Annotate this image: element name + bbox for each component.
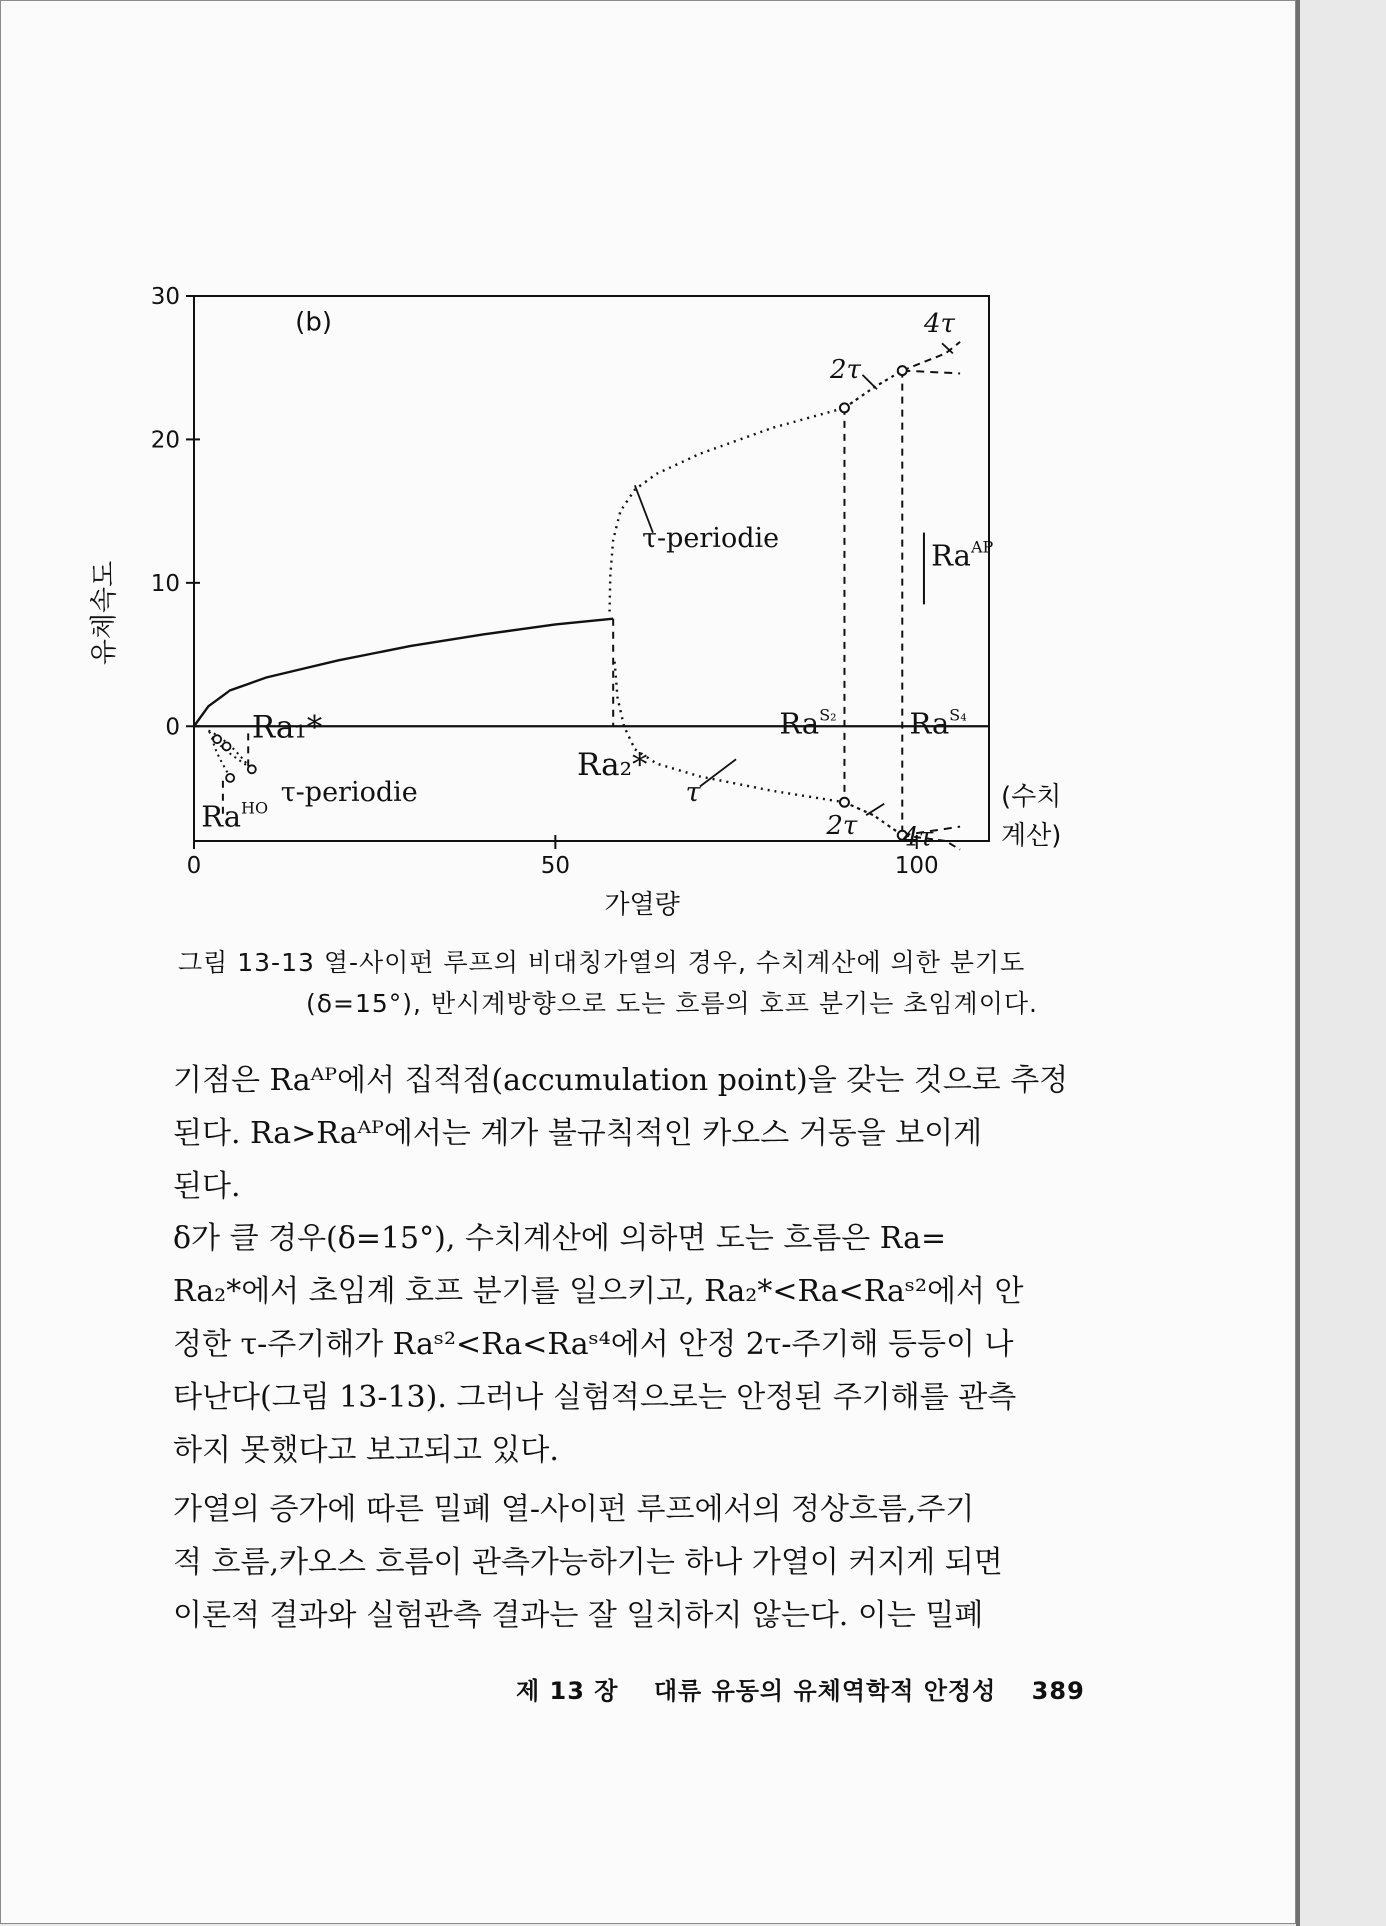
page-number: 389 bbox=[1031, 1677, 1085, 1705]
label-tau: τ bbox=[685, 776, 701, 808]
label-raho: $Ra^{HO}$ bbox=[201, 798, 269, 834]
body-line: 이론적 결과와 실험관측 결과는 잘 일치하지 않는다. 이는 밀폐 bbox=[173, 1598, 984, 1633]
chart-labels bbox=[89, 284, 1061, 920]
figure-caption-line1: 그림 13-13 열-사이펀 루프의 비대칭가열의 경우, 수치계산에 의한 분기도 bbox=[178, 948, 1026, 977]
bifurcation-figure bbox=[1, 1, 1297, 920]
tau-pointer bbox=[700, 759, 736, 786]
body-line: δ가 클 경우(δ=15°), 수치계산에 의하면 도는 흐름은 Ra= bbox=[173, 1221, 947, 1256]
body-line: 정한 τ-주기해가 Raˢ²<Ra<Raˢ⁴에서 안정 2τ-주기해 등등이 나 bbox=[173, 1327, 1014, 1362]
body-line: 가열의 증가에 따른 밀폐 열-사이펀 루프에서의 정상흐름,주기 bbox=[173, 1492, 975, 1527]
y-tick-label: 30 bbox=[150, 284, 180, 310]
two-tau-upper-pointer bbox=[863, 375, 877, 389]
label-4tau-upper: 4τ bbox=[923, 308, 955, 339]
label-4tau-lower: 4τ bbox=[902, 822, 934, 853]
body-line: Ra₂*에서 초임계 호프 분기를 일으키고, Ra₂*<Ra<Raˢ²에서 안 bbox=[173, 1274, 1024, 1309]
label-2tau-lower: 2τ bbox=[826, 810, 858, 841]
label-rap: $Ra^{AP}$ bbox=[931, 537, 994, 573]
ho-point bbox=[213, 735, 221, 743]
bifurcation-point bbox=[840, 798, 849, 807]
two-tau-lower-pointer bbox=[866, 804, 884, 815]
label-ras2: $Ra^{S_2}$ bbox=[779, 705, 837, 741]
x-axis-label: 가열량 bbox=[604, 890, 680, 920]
body-line: 하지 못했다고 보고되고 있다. bbox=[173, 1433, 559, 1468]
bifurcation-point bbox=[840, 403, 849, 412]
ho-point bbox=[248, 765, 256, 773]
x-axis-note-line2: 계산) bbox=[1001, 820, 1062, 851]
footer-title: 대류 유동의 유체역학적 안정성 bbox=[653, 1677, 997, 1705]
body-line: 적 흐름,카오스 흐름이 관측가능하기는 하나 가열이 커지게 되면 bbox=[173, 1545, 1003, 1580]
bifurcation-point bbox=[898, 366, 907, 375]
y-axis-label: 유체속도 bbox=[89, 560, 120, 666]
label-2tau-upper: 2τ bbox=[830, 354, 861, 385]
label-ra2: Ra₂* bbox=[577, 747, 648, 784]
x-tick-label: 0 bbox=[186, 853, 202, 879]
body-line: 된다. Ra>Raᴬᴾ에서는 계가 불규칙적인 카오스 거동을 보이게 bbox=[173, 1116, 983, 1151]
y-tick-label: 10 bbox=[150, 570, 180, 597]
ho-point bbox=[223, 742, 231, 750]
panel-label: (b) bbox=[295, 307, 332, 338]
page-footer bbox=[516, 1671, 1111, 1706]
page-edge-shadow bbox=[1296, 0, 1300, 1926]
footer-chapter: 제 13 장 bbox=[516, 1677, 619, 1705]
y-tick-label: 0 bbox=[165, 714, 180, 741]
x-tick-label: 100 bbox=[894, 853, 939, 879]
ho-point bbox=[226, 774, 234, 782]
x-axis-note-line1: (수치 bbox=[1001, 782, 1062, 813]
body-line: 된다. bbox=[173, 1169, 241, 1204]
label-ra1: Ra₁* bbox=[251, 709, 323, 746]
x-tick-label: 50 bbox=[540, 853, 571, 879]
series-4tau-upper-branch bbox=[902, 371, 960, 374]
y-tick-label: 20 bbox=[150, 427, 180, 454]
label-tau-periodie-lower: τ-periodie bbox=[280, 776, 418, 808]
label-tau-periodie-upper: τ-periodie bbox=[642, 522, 780, 554]
body-line: 기점은 Raᴬᴾ에서 집적점(accumulation point)을 갖는 것으로 추정 bbox=[173, 1063, 1069, 1098]
figure-caption-line2: (δ=15°), 반시계방향으로 도는 흐름의 호프 분기는 초임계이다. bbox=[306, 989, 1038, 1018]
label-ras4: $Ra^{S_4}$ bbox=[909, 705, 967, 741]
body-line: 타난다(그림 13-13). 그러나 실험적으로는 안정된 주기해를 관측 bbox=[173, 1380, 1017, 1415]
series-4-upper bbox=[902, 342, 960, 371]
